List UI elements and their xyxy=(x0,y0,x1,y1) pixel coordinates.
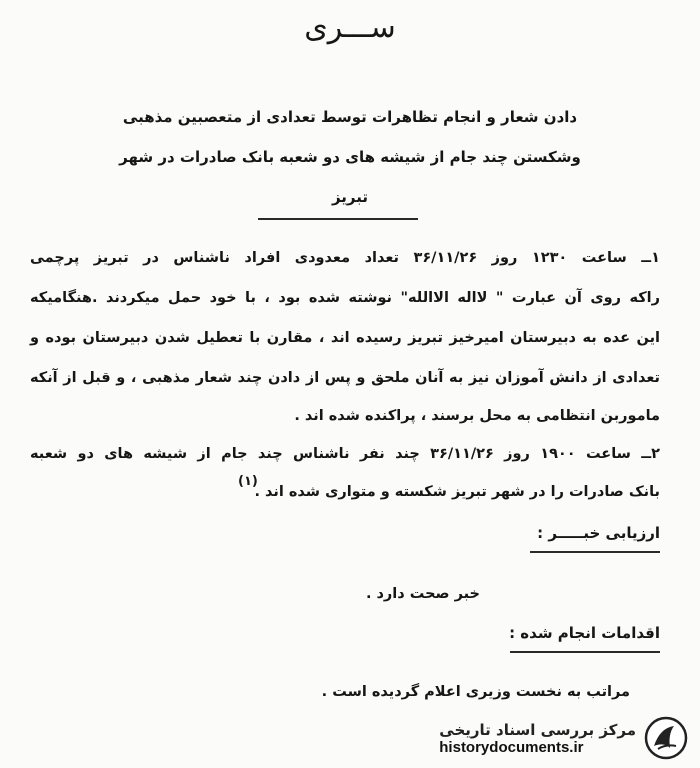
subject-line-1: دادن شعار و انجام تظاهرات توسط تعدادی از متعصبین مذهبی xyxy=(122,108,578,126)
paragraph-2-line-1: ۲ــ ساعت ۱۹۰۰ روز ۳۶/۱۱/۲۶ چند نفر ناشناس چند جام از شیشه های دو شعبه xyxy=(30,446,661,462)
evaluation-heading: ارزیابی خبـــــر : xyxy=(537,524,660,542)
subject-line-3: تبریز xyxy=(331,188,369,206)
archive-logo-icon xyxy=(644,716,688,760)
actions-heading: اقدامات انجام شده : xyxy=(509,624,660,642)
paragraph-1-line-4: تعدادی از دانش آموزان نیز به آنان ملحق و پس از دادن چند شعار مذهبی ، و قبل از آنکه xyxy=(30,370,660,386)
evaluation-underline xyxy=(530,551,660,553)
evaluation-text: خبر صحت دارد . xyxy=(365,586,480,602)
classification-heading: ســـری xyxy=(304,10,396,45)
subject-line-2: وشکستن چند جام از شیشه های دو شعبه بانک صادرات در شهر xyxy=(119,148,581,166)
watermark-logo xyxy=(439,716,688,760)
actions-underline xyxy=(510,651,660,653)
watermark-title: مرکز بررسی اسناد تاریخی xyxy=(439,720,636,739)
paragraph-1-line-1: ۱ــ ساعت ۱۲۳۰ روز ۳۶/۱۱/۲۶ تعداد معدودی افراد ناشناس در تبریز پرچمی xyxy=(30,250,660,266)
paragraph-1-line-2: راکه روی آن عبارت " لااله الاالله" نوشته شده بود ، با خود حمل میکردند .هنگامیکه xyxy=(30,290,660,306)
watermark-site: historydocuments.ir xyxy=(439,738,584,756)
footnote-mark: (۱) xyxy=(238,474,258,489)
actions-text: مراتب به نخست وزیری اعلام گردیده است . xyxy=(321,684,630,700)
paragraph-1-line-5: ماموربن انتظامی به محل برسند ، پراکنده شده اند . xyxy=(294,408,660,424)
paragraph-1-line-3: این عده به دبیرستان امیرخیز تبریز رسیده اند ، مقارن با تعطیل شدن دبیرستان بوده و xyxy=(30,330,660,346)
paragraph-2-line-2: بانک صادرات را در شهر تبریز شکسته و متواری شده اند . xyxy=(254,484,660,500)
subject-underline xyxy=(258,218,418,220)
